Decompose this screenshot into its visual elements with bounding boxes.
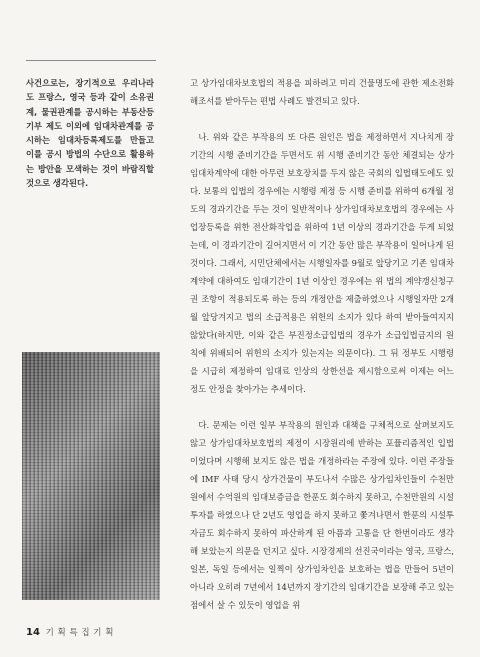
decorative-texture-image bbox=[22, 352, 160, 600]
body-paragraph: 나. 위와 같은 부작용의 또 다른 원인은 법을 제정하면서 지나치게 장기간의 시행 준비기간을 두면서도 위 시행 준비기간 동안 체결되는 상가임대차계약에 대한 아무런 보호장치를 두지 않은 국회의 입법태도에도 있다. 보통의 입법의 경우에는 시행령 제정 등 시행 준비를 위하여 6개월 정도의 경과기간을 두는 것이 일반적이나 상가임대차보호법의 경우에는 사업장등록을 위한 전산화작업을 위하여 1년 이상의 경과기간을 두게 되었는데, 이 경과기간이 길어지면서 이 기간 동안 많은 부작용이 일어나게 된 것이다. 그래서, 시민단체에서는 시행일자를 9월로 앞당기고 기존 임대차계약에 대하여도 임대기간이 1년 이상인 경우에는 위 법의 계약갱신청구권 조항이 적용되도록 하는 등의 개정안을 제출하였으나 시행일자만 2개월 앞당겨지고 법의 소급적용은 위헌의 소지가 있다 하여 받아들여지지 않았다(하지만, 이와 같은 부진정소급입법의 경우가 소급입법금지의 원칙에 위배되어 위헌의 소지가 있는지는 의문이다). 그 뒤 정부도 시행령을 시급히 제정하여 임대료 인상의 상한선을 제시함으로써 이제는 어느 정도 안정을 찾아가는 추세이다. bbox=[190, 132, 455, 394]
sidebar-pullquote: 사건으로는, 장기적으로 우리나라도 프랑스, 영국 등과 같이 소유권계, 물권관계를 공시하는 부동산등기부 제도 이외에 임대차관계를 공시하는 임대차등록제도를 만들고 이를 공시 방법의 수단으로 활용하는 방안을 모색하는 것이 바람직할 것으로 생각된다. bbox=[26, 78, 154, 189]
page-footer bbox=[26, 626, 114, 638]
body-paragraph: 다. 문제는 이런 일부 부작용의 원인과 대책을 구체적으로 살펴보지도 않고 상가임대차보호법의 제정이 시장원리에 반하는 포퓰리즘적인 입법이었다며 시행해 보지도 않은 법을 개정하라는 주장에 있다. 이런 주장들에 IMF 사태 당시 상가건물이 부도나서 수많은 상가임차인들이 수천만원에서 수억원의 임대보증금을 한푼도 회수하지 못하고, 수천만원의 시설투자를 하였으나 단 2년도 영업을 하지 못하고 쫓겨나면서 한푼의 시설투자금도 회수하지 못하여 파산하게 된 아픔과 고통을 단 한번이라도 생각해 보았는지 의문을 던지고 싶다. 시장경제의 선진국이라는 영국, 프랑스, 일본, 독일 등에서는 일찍이 상가임차인을 보호하는 법을 만들어 5년이 아니라 오히려 7년에서 14년까지 장기간의 임대기간을 보장해 주고 있는 점에서 살 수 있듯이 영업을 위 bbox=[190, 420, 455, 610]
publication-label: 기 획 특 집 기 획 bbox=[45, 628, 114, 638]
article-body bbox=[190, 74, 454, 614]
sidebar-rule bbox=[26, 60, 156, 61]
body-paragraph: 고 상가임대차보호법의 적용을 피하려고 미리 건물명도에 관한 제소전화해조서를 받아두는 편법 사례도 발견되고 있다. bbox=[190, 78, 454, 106]
page-number: 14 bbox=[26, 627, 40, 638]
